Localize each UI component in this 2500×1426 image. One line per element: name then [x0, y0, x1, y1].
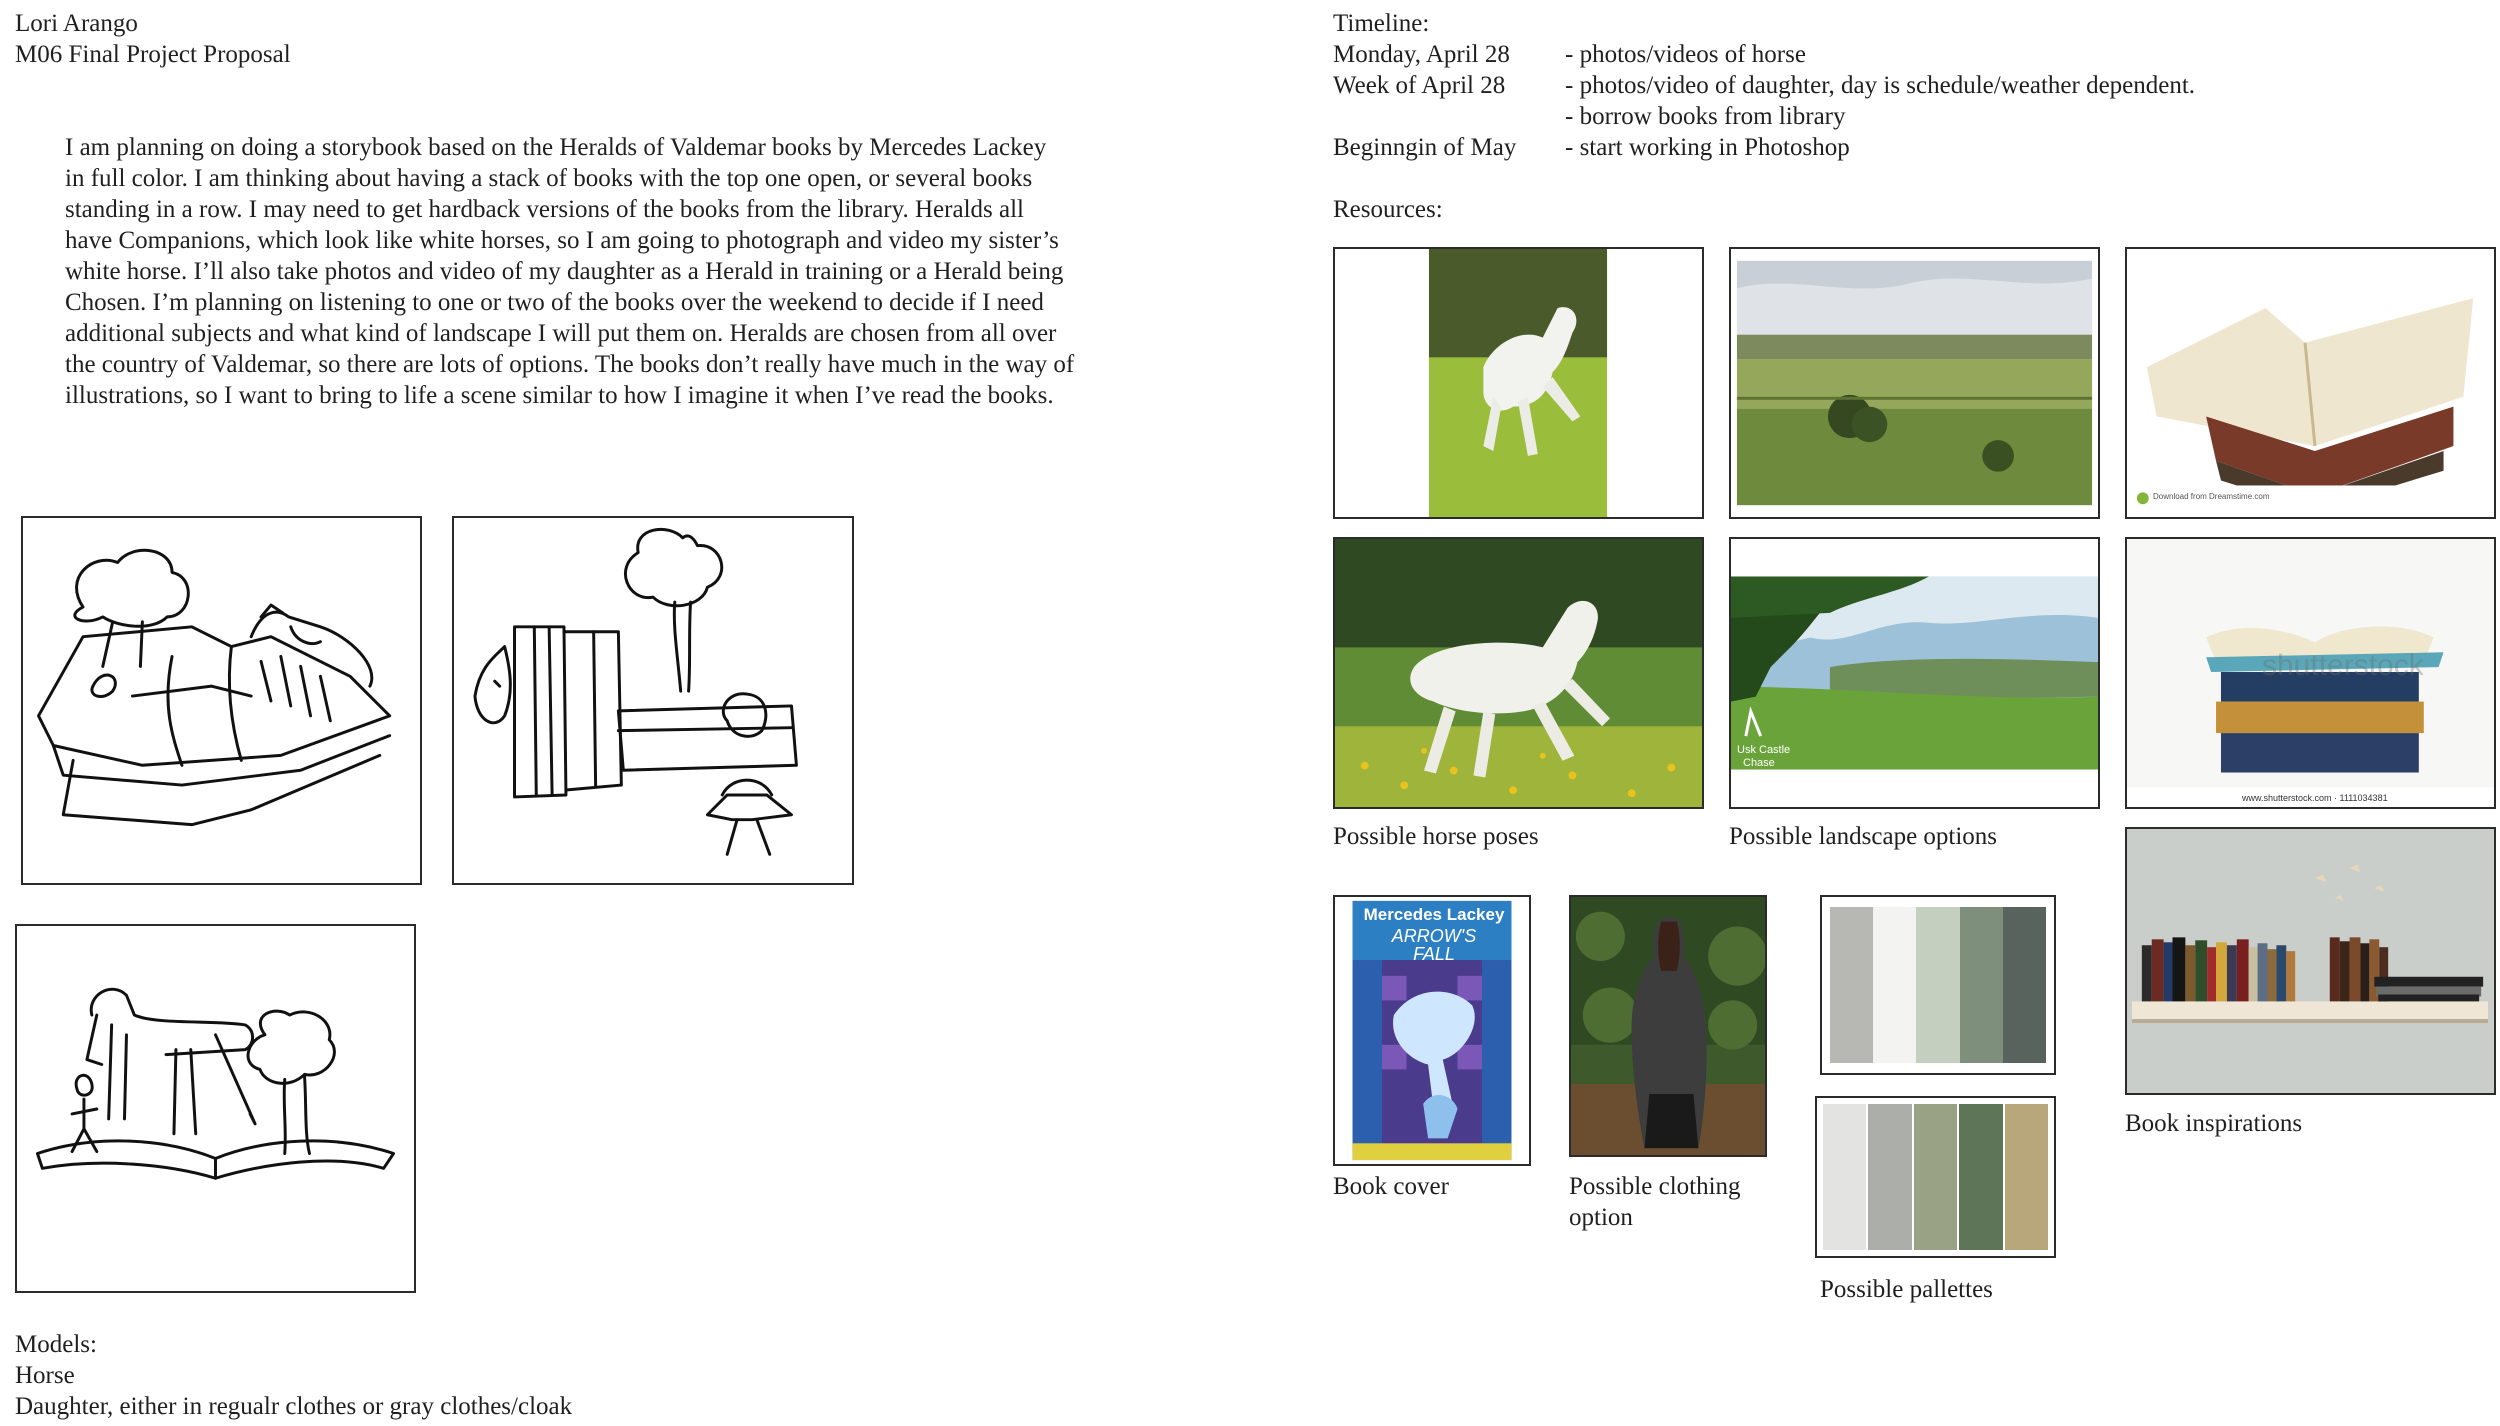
palette-swatch: [1873, 907, 1916, 1063]
models-item: Daughter, either in regualr clothes or gray clothes/cloak: [15, 1393, 573, 1420]
book-cover-title: FALL: [1413, 944, 1455, 964]
proposal-line: in full color. I am thinking about having a stack of books with the top one open, or several books: [65, 165, 1033, 192]
shutterstock-id: www.shutterstock.com · 1111034381: [2242, 793, 2388, 803]
timeline-task: - photos/videos of horse: [1565, 41, 1806, 68]
horse-photo-rearing: [1333, 247, 1704, 519]
sketch-horse-on-open-book: [15, 924, 416, 1293]
palette-swatch: [1960, 907, 2003, 1063]
palette-swatch: [1830, 907, 1873, 1063]
palette-earth-tones: [1815, 1096, 2056, 1258]
timeline-task: - borrow books from library: [1565, 103, 1846, 130]
author-name: Lori Arango: [15, 10, 138, 37]
palette-swatch: [2005, 1104, 2048, 1250]
palette-swatch-row: [1823, 1104, 2048, 1250]
palette-swatch: [1823, 1104, 1866, 1250]
proposal-line: additional subjects and what kind of landscape I will put them on. Heralds are chosen from all over: [65, 320, 1057, 347]
dreamstime-caption: Download from Dreamstime.com: [2153, 492, 2270, 501]
proposal-line: Chosen. I’m planning on listening to one or two of the books over the weekend to decide if I need: [65, 289, 1044, 316]
caption-landscape-options: Possible landscape options: [1729, 823, 1998, 850]
proposal-line: I am planning on doing a storybook based on the Heralds of Valdemar books by Mercedes Lackey: [65, 134, 1047, 161]
palette-swatch: [1868, 1104, 1911, 1250]
palette-swatch: [1959, 1104, 2002, 1250]
palette-swatch: [2003, 907, 2046, 1063]
models-heading: Models:: [15, 1331, 97, 1358]
timeline-date: Week of April 28: [1333, 72, 1506, 99]
sketch-books-in-row: [452, 516, 854, 885]
caption-horse-poses: Possible horse poses: [1333, 823, 1539, 850]
bookshelf-photo: [2125, 827, 2496, 1095]
document-title: M06 Final Project Proposal: [15, 41, 291, 68]
palette-gray-green: [1820, 895, 2056, 1075]
clothing-photo: [1569, 895, 1767, 1157]
caption-palettes: Possible pallettes: [1820, 1276, 1993, 1303]
landscape-logo-line: Usk Castle: [1737, 744, 1791, 756]
proposal-line: standing in a row. I may need to get hardback versions of the books from the library. Heralds all: [65, 196, 1024, 223]
book-photo-stacked: [2125, 537, 2496, 809]
proposal-paragraph: [65, 132, 1155, 411]
book-photo-open-stack: [2125, 247, 2496, 519]
proposal-line: illustrations, so I want to bring to life a scene similar to how I imagine it when I’ve read the books.: [65, 382, 1054, 409]
caption-book-inspirations: Book inspirations: [2125, 1110, 2303, 1137]
caption-clothing: option: [1569, 1204, 1633, 1231]
timeline-date: Monday, April 28: [1333, 41, 1510, 68]
timeline-task: - photos/video of daughter, day is schedule/weather dependent.: [1565, 72, 2196, 99]
palette-swatch-row: [1830, 907, 2046, 1063]
sketch-horse-on-books: [21, 516, 422, 885]
timeline-date: Beginngin of May: [1333, 134, 1517, 161]
caption-book-cover: Book cover: [1333, 1173, 1449, 1200]
shutterstock-watermark: shutterstock: [2262, 649, 2424, 682]
landscape-photo-valley: [1729, 537, 2100, 809]
book-cover-author: Mercedes Lackey: [1363, 905, 1505, 924]
proposal-line: have Companions, which look like white horses, so I am going to photograph and video my sister’s: [65, 227, 1059, 254]
proposal-line: the country of Valdemar, so there are lots of options. The books don’t really have much in the way of: [65, 351, 1075, 378]
proposal-line: white horse. I’ll also take photos and video of my daughter as a Herald in training or a Herald being: [65, 258, 1064, 285]
palette-swatch: [1916, 907, 1959, 1063]
landscape-logo-line: Chase: [1743, 757, 1775, 769]
resources-heading: Resources:: [1333, 196, 1443, 223]
palette-swatch: [1914, 1104, 1957, 1250]
timeline-task: - start working in Photoshop: [1565, 134, 1850, 161]
timeline-heading: Timeline:: [1333, 10, 1430, 37]
models-item: Horse: [15, 1362, 75, 1389]
landscape-photo-fields: [1729, 247, 2100, 519]
horse-photo-galloping: [1333, 537, 1704, 809]
book-cover-photo: [1333, 895, 1531, 1166]
book-cover-title: ARROW'S: [1391, 926, 1477, 946]
caption-clothing: Possible clothing: [1569, 1173, 1741, 1200]
